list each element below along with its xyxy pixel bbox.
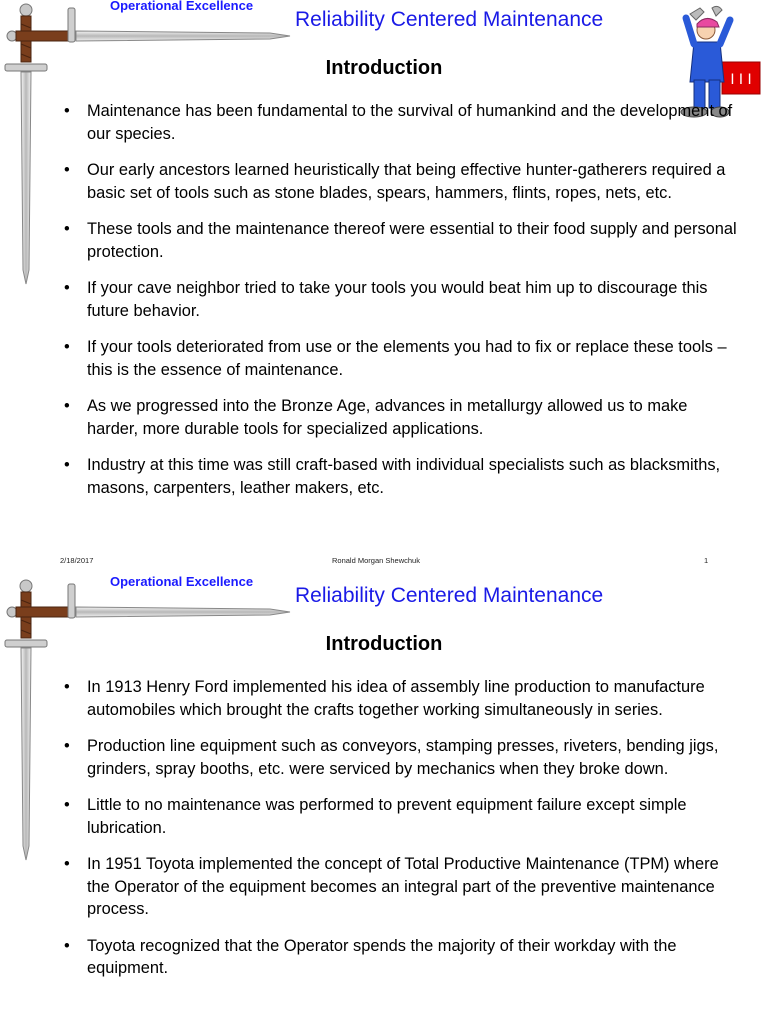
brand-label: Operational Excellence [110,576,254,589]
bullet-list [62,676,742,994]
list-item: • As we progressed into the Bronze Age, advances in metallurgy allowed us to make harder, more durable tools for specialized applications. [62,395,742,440]
list-item: • In 1951 Toyota implemented the concept of Total Productive Maintenance (TPM) where the Operator of the equipment becomes an integral part of the preventive maintenance process. [62,853,742,921]
list-item: • If your cave neighbor tried to take your tools you would beat him up to discourage this future behavior. [62,277,742,322]
slide-title: Reliability Centered Maintenance [295,8,604,31]
section-heading: Introduction [325,57,443,79]
slide-title: Reliability Centered Maintenance [295,584,604,607]
list-item: • Toyota recognized that the Operator spends the majority of their workday with the equipment. [62,935,742,980]
footer-date: 2/18/2017 [60,556,94,565]
bullet-list [62,100,742,513]
list-item: • If your tools deteriorated from use or the elements you had to fix or replace these tools – this is the essence of maintenance. [62,336,742,381]
list-item: • Industry at this time was still craft-based with individual specialists such as blacksmiths, masons, carpenters, leather makers, etc. [62,454,742,499]
footer-author: Ronald Morgan Shewchuk [332,556,420,565]
section-heading: Introduction [325,633,443,655]
list-item: • Little to no maintenance was performed to prevent equipment failure except simple lubrication. [62,794,742,839]
list-item: • Our early ancestors learned heuristically that being effective hunter-gatherers required a basic set of tools such as stone blades, spears, hammers, flints, ropes, nets, etc. [62,159,742,204]
svg-text:I I I: I I I [730,72,752,88]
footer-page-number: 1 [704,556,709,565]
list-item: • In 1913 Henry Ford implemented his idea of assembly line production to manufacture automobiles which brought the crafts together working simultaneously in series. [62,676,742,721]
list-item: • Production line equipment such as conveyors, stamping presses, riveters, bending jigs, grinders, spray booths, etc. were serviced by mechanics when they broke down. [62,735,742,780]
list-item: • Maintenance has been fundamental to the survival of humankind and the development of our species. [62,100,742,145]
slide-2 [0,576,768,1024]
list-item: • These tools and the maintenance thereof were essential to their food supply and personal protection. [62,218,742,263]
brand-label: Operational Excellence [110,0,254,13]
